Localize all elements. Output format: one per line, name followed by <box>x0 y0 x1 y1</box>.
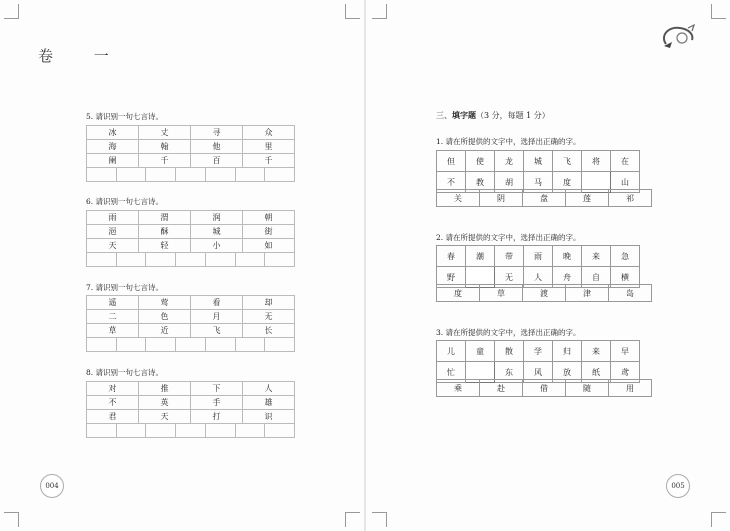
char-cell[interactable]: 轻 <box>139 239 191 253</box>
option-cell[interactable]: 关 <box>437 190 480 207</box>
question-title: 3. 请在所提供的文字中，选择出正确的字。 <box>436 328 581 337</box>
answer-cell[interactable] <box>87 338 117 352</box>
section-title <box>436 110 550 121</box>
fill-grid <box>436 245 640 288</box>
char-cell: 纸 <box>582 362 611 383</box>
char-cell[interactable]: 阑 <box>87 154 139 168</box>
char-cell: 山 <box>611 172 640 193</box>
answer-cell[interactable] <box>176 424 206 438</box>
answer-cell[interactable] <box>176 168 206 182</box>
option-cell[interactable]: 用 <box>609 380 652 397</box>
answer-cell[interactable] <box>205 424 235 438</box>
char-cell: 来 <box>582 246 611 267</box>
char-cell[interactable]: 酥 <box>139 225 191 239</box>
char-cell[interactable]: 翰 <box>139 140 191 154</box>
answer-cell[interactable] <box>146 253 176 267</box>
char-cell: 风 <box>524 362 553 383</box>
char-cell[interactable]: 里 <box>243 140 295 154</box>
question-title: 2. 请在所提供的文字中，选择出正确的字。 <box>436 233 581 242</box>
answer-row[interactable] <box>86 423 295 438</box>
char-cell[interactable]: 月 <box>191 310 243 324</box>
answer-cell[interactable] <box>265 338 295 352</box>
option-cell[interactable]: 赴 <box>480 380 523 397</box>
answer-cell[interactable] <box>87 168 117 182</box>
page-number: 004 <box>40 474 64 498</box>
char-cell[interactable]: 渭 <box>139 211 191 225</box>
char-cell: 雨 <box>524 246 553 267</box>
answer-row[interactable] <box>86 252 295 267</box>
question-title: 5. 请识别一句七言诗。 <box>86 112 164 121</box>
char-cell[interactable]: 天 <box>139 410 191 424</box>
char-cell: 但 <box>437 151 466 172</box>
char-cell[interactable]: 众 <box>243 126 295 140</box>
answer-cell[interactable] <box>87 424 117 438</box>
question-title: 7. 请识别一句七言诗。 <box>86 283 164 292</box>
answer-cell[interactable] <box>116 424 146 438</box>
option-cell[interactable]: 借 <box>523 380 566 397</box>
char-cell: 不 <box>437 172 466 193</box>
char-cell[interactable]: 君 <box>87 410 139 424</box>
page-number: 005 <box>666 474 690 498</box>
answer-cell[interactable] <box>205 168 235 182</box>
char-cell[interactable]: 近 <box>139 324 191 338</box>
poem-grid <box>86 381 295 424</box>
char-cell: 来 <box>582 341 611 362</box>
char-cell[interactable]: 他 <box>191 140 243 154</box>
char-cell[interactable]: 天 <box>87 239 139 253</box>
char-cell[interactable]: 却 <box>243 296 295 310</box>
answer-cell[interactable] <box>205 338 235 352</box>
char-cell: 度 <box>553 172 582 193</box>
option-cell[interactable]: 草 <box>480 285 523 302</box>
char-cell[interactable]: 识 <box>243 410 295 424</box>
char-cell[interactable]: 下 <box>191 382 243 396</box>
char-cell[interactable]: 寻 <box>191 126 243 140</box>
char-cell[interactable]: 推 <box>139 382 191 396</box>
char-cell: 飞 <box>553 151 582 172</box>
answer-row[interactable] <box>86 167 295 182</box>
char-cell[interactable]: 对 <box>87 382 139 396</box>
poem-grid <box>86 210 295 253</box>
answer-cell[interactable] <box>176 253 206 267</box>
char-cell: 忙 <box>437 362 466 383</box>
char-cell[interactable]: 不 <box>87 396 139 410</box>
char-cell: 教 <box>466 172 495 193</box>
char-cell: 舟 <box>553 267 582 288</box>
char-cell[interactable]: 千 <box>139 154 191 168</box>
char-cell: 晚 <box>553 246 582 267</box>
char-cell[interactable]: 飞 <box>191 324 243 338</box>
crop-mark <box>711 512 726 527</box>
crop-mark <box>372 4 387 19</box>
char-cell[interactable]: 百 <box>191 154 243 168</box>
crop-mark <box>345 512 360 527</box>
char-cell[interactable]: 千 <box>243 154 295 168</box>
char-cell[interactable]: 打 <box>191 410 243 424</box>
char-cell: 早 <box>611 341 640 362</box>
char-cell: 自 <box>582 267 611 288</box>
char-cell[interactable]: 手 <box>191 396 243 410</box>
char-cell: 急 <box>611 246 640 267</box>
char-cell[interactable]: 看 <box>191 296 243 310</box>
char-cell: 龙 <box>495 151 524 172</box>
answer-cell[interactable] <box>235 338 265 352</box>
char-cell: 带 <box>495 246 524 267</box>
char-cell: 使 <box>466 151 495 172</box>
option-cell[interactable]: 岛 <box>609 285 652 302</box>
char-cell: 无 <box>495 267 524 288</box>
char-cell[interactable]: 无 <box>243 310 295 324</box>
crop-mark <box>711 4 726 19</box>
option-cell[interactable]: 阴 <box>480 190 523 207</box>
char-cell: 散 <box>495 341 524 362</box>
answer-cell[interactable] <box>265 168 295 182</box>
answer-cell[interactable] <box>146 338 176 352</box>
char-cell: 横 <box>611 267 640 288</box>
volume-header: 卷 一 <box>38 47 127 65</box>
char-cell: 潮 <box>466 246 495 267</box>
answer-cell[interactable] <box>235 168 265 182</box>
char-cell[interactable]: 莺 <box>139 296 191 310</box>
poem-grid <box>86 295 295 338</box>
char-cell: 野 <box>437 267 466 288</box>
question-title: 1. 请在所提供的文字中，选择出正确的字。 <box>436 137 581 146</box>
option-cell[interactable]: 渡 <box>523 285 566 302</box>
char-cell[interactable]: 街 <box>243 225 295 239</box>
answer-cell[interactable] <box>116 253 146 267</box>
answer-cell[interactable] <box>116 168 146 182</box>
answer-cell[interactable] <box>235 253 265 267</box>
char-cell: 春 <box>437 246 466 267</box>
crop-mark <box>372 512 387 527</box>
char-cell[interactable]: 色 <box>139 310 191 324</box>
char-cell: 在 <box>611 151 640 172</box>
options-row <box>436 189 652 207</box>
answer-cell[interactable] <box>265 253 295 267</box>
poem-grid <box>86 125 295 168</box>
char-cell[interactable]: 丈 <box>139 126 191 140</box>
answer-cell[interactable] <box>87 253 117 267</box>
crop-mark <box>4 512 19 527</box>
char-cell: 城 <box>524 151 553 172</box>
char-cell: 儿 <box>437 341 466 362</box>
char-cell[interactable]: 冰 <box>87 126 139 140</box>
crop-mark <box>4 4 19 19</box>
char-cell: 放 <box>553 362 582 383</box>
char-cell[interactable]: 草 <box>87 324 139 338</box>
char-cell: 东 <box>495 362 524 383</box>
answer-cell[interactable] <box>235 424 265 438</box>
option-cell[interactable]: 度 <box>437 285 480 302</box>
section-prefix: 三、 <box>436 111 452 120</box>
char-cell: 马 <box>524 172 553 193</box>
options-row <box>436 379 652 397</box>
option-cell[interactable]: 津 <box>566 285 609 302</box>
char-cell: 将 <box>582 151 611 172</box>
char-cell[interactable]: 遥 <box>87 296 139 310</box>
options-row <box>436 284 652 302</box>
option-cell[interactable]: 盘 <box>523 190 566 207</box>
char-cell[interactable]: 海 <box>87 140 139 154</box>
char-cell[interactable]: 英 <box>139 396 191 410</box>
option-cell[interactable]: 随 <box>566 380 609 397</box>
char-cell[interactable]: 小 <box>191 239 243 253</box>
answer-cell[interactable] <box>265 424 295 438</box>
option-cell[interactable]: 祁 <box>609 190 652 207</box>
section-name: 填字题 <box>452 110 476 120</box>
char-cell[interactable]: 二 <box>87 310 139 324</box>
char-cell[interactable]: 雨 <box>87 211 139 225</box>
page-gutter <box>364 0 366 531</box>
char-cell: 童 <box>466 341 495 362</box>
answer-cell[interactable] <box>146 168 176 182</box>
char-cell: 归 <box>553 341 582 362</box>
char-cell: 学 <box>524 341 553 362</box>
decorative-logo-icon <box>658 22 700 52</box>
char-cell[interactable]: 长 <box>243 324 295 338</box>
char-cell[interactable]: 浥 <box>87 225 139 239</box>
char-cell[interactable]: 城 <box>191 225 243 239</box>
char-cell[interactable]: 朝 <box>243 211 295 225</box>
option-cell[interactable]: 乘 <box>437 380 480 397</box>
crop-mark <box>345 4 360 19</box>
question-title: 6. 请识别一句七言诗。 <box>86 197 164 206</box>
char-cell: 胡 <box>495 172 524 193</box>
char-cell[interactable]: 润 <box>191 211 243 225</box>
fill-grid <box>436 150 640 193</box>
char-cell: 鸢 <box>611 362 640 383</box>
answer-cell[interactable] <box>176 338 206 352</box>
char-cell[interactable]: 如 <box>243 239 295 253</box>
char-cell[interactable]: 人 <box>243 382 295 396</box>
section-note: （3 分，每题 1 分） <box>476 111 550 120</box>
question-title: 8. 请识别一句七言诗。 <box>86 368 164 377</box>
answer-cell[interactable] <box>116 338 146 352</box>
char-cell[interactable]: 雄 <box>243 396 295 410</box>
fill-grid <box>436 340 640 383</box>
answer-cell[interactable] <box>205 253 235 267</box>
answer-cell[interactable] <box>146 424 176 438</box>
option-cell[interactable]: 莲 <box>566 190 609 207</box>
char-cell: 人 <box>524 267 553 288</box>
answer-row[interactable] <box>86 337 295 352</box>
